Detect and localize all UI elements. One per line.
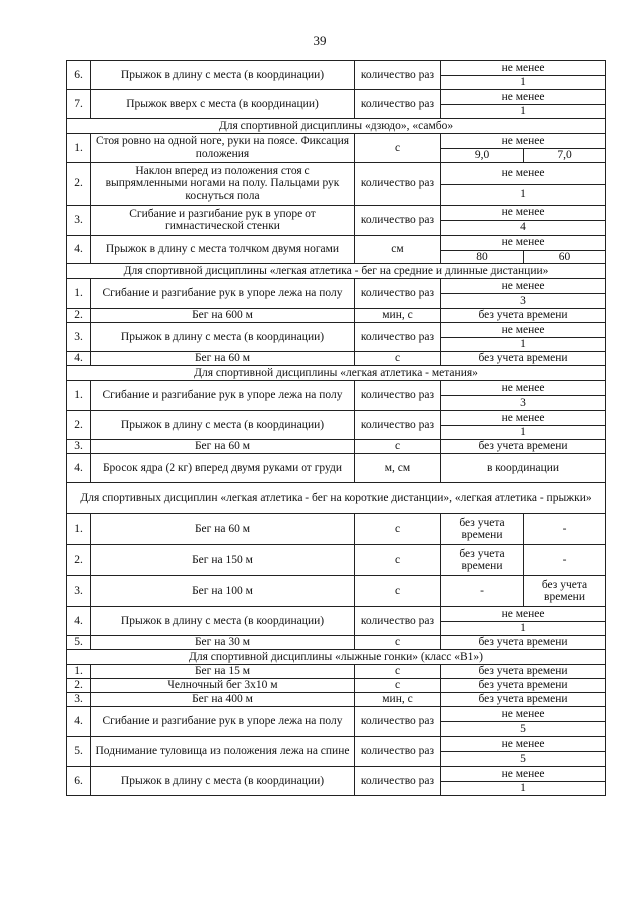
not-less-label: не менее: [441, 162, 606, 184]
no-time-value: без учета времени: [441, 514, 524, 545]
section-header-row: [67, 119, 606, 134]
row-number: 2.: [67, 411, 91, 440]
table-row: [67, 411, 606, 426]
row-number: 4.: [67, 352, 91, 366]
exercise-name: Бег на 600 м: [91, 309, 355, 323]
table-row: [67, 767, 606, 782]
exercise-name: Прыжок вверх с места (в координации): [91, 90, 355, 119]
row-number: 2.: [67, 162, 91, 205]
norm-value: 1: [441, 338, 606, 352]
norm-value: 1: [441, 76, 606, 90]
table-row: [67, 679, 606, 693]
unit: мин, с: [355, 693, 441, 707]
not-less-label: не менее: [441, 90, 606, 105]
exercise-name: Сгибание и разгибание рук в упоре лежа на полу: [91, 707, 355, 737]
table-row: [67, 707, 606, 722]
unit: количество раз: [355, 707, 441, 737]
unit: количество раз: [355, 279, 441, 309]
table-row: [67, 607, 606, 622]
no-time-value: без учета времени: [441, 440, 606, 454]
row-number: 1.: [67, 134, 91, 163]
exercise-name: Сгибание и разгибание рук в упоре от гимнастической стенки: [91, 205, 355, 235]
norm-value: 5: [441, 752, 606, 767]
no-time-value: без учета времени: [441, 693, 606, 707]
exercise-name: Бег на 15 м: [91, 665, 355, 679]
table-row: [67, 323, 606, 338]
exercise-name: Прыжок в длину с места (в координации): [91, 323, 355, 352]
coordination-value: в координации: [441, 454, 606, 483]
row-number: 3.: [67, 205, 91, 235]
exercise-name: Прыжок в длину с места (в координации): [91, 607, 355, 636]
table-row: [67, 454, 606, 483]
row-number: 2.: [67, 309, 91, 323]
exercise-name: Прыжок в длину с места (в координации): [91, 411, 355, 440]
unit: м, см: [355, 454, 441, 483]
unit: количество раз: [355, 737, 441, 767]
section-header-row: [67, 650, 606, 665]
norm-value: 3: [441, 294, 606, 309]
table-row: [67, 235, 606, 250]
unit: количество раз: [355, 607, 441, 636]
section-header: Для спортивной дисциплины «лыжные гонки» (класс «В1»): [67, 650, 606, 665]
section-header-row: [67, 483, 606, 514]
no-time-value: без учета времени: [441, 665, 606, 679]
row-number: 4.: [67, 607, 91, 636]
row-number: 2.: [67, 679, 91, 693]
section-header: Для спортивной дисциплины «легкая атлетика - метания»: [67, 366, 606, 381]
not-less-label: не менее: [441, 134, 606, 149]
dash-value: -: [524, 545, 606, 576]
unit: количество раз: [355, 205, 441, 235]
row-number: 5.: [67, 737, 91, 767]
section-header: Для спортивной дисциплины «легкая атлетика - бег на средние и длинные дистанции»: [67, 264, 606, 279]
unit: с: [355, 514, 441, 545]
table-row: [67, 279, 606, 294]
table-row: [67, 134, 606, 149]
no-time-value: без учета времени: [441, 636, 606, 650]
table-row: [67, 545, 606, 576]
row-number: 1.: [67, 665, 91, 679]
unit: количество раз: [355, 90, 441, 119]
row-number: 3.: [67, 693, 91, 707]
section-header: Для спортивных дисциплин «легкая атлетика - бег на короткие дистанции», «легкая атлетика - прыжки»: [67, 483, 606, 514]
exercise-name: Бег на 400 м: [91, 693, 355, 707]
not-less-label: не менее: [441, 279, 606, 294]
page-number: 39: [313, 33, 327, 48]
table-row: [67, 693, 606, 707]
row-number: 4.: [67, 454, 91, 483]
dash-value: -: [441, 576, 524, 607]
exercise-name: Стоя ровно на одной ноге, руки на поясе. Фиксация положения: [91, 134, 355, 163]
table-row: [67, 90, 606, 105]
not-less-label: не менее: [441, 61, 606, 76]
exercise-name: Бег на 150 м: [91, 545, 355, 576]
row-number: 3.: [67, 440, 91, 454]
unit: с: [355, 665, 441, 679]
exercise-name: Бег на 60 м: [91, 440, 355, 454]
exercise-name: Прыжок в длину с места толчком двумя ногами: [91, 235, 355, 264]
norm-value: 5: [441, 722, 606, 737]
norm-value: 1: [441, 782, 606, 796]
not-less-label: не менее: [441, 707, 606, 722]
unit: количество раз: [355, 61, 441, 90]
exercise-name: Сгибание и разгибание рук в упоре лежа на полу: [91, 381, 355, 411]
unit: с: [355, 440, 441, 454]
not-less-label: не менее: [441, 235, 606, 250]
no-time-value: без учета времени: [441, 679, 606, 693]
table-row: [67, 205, 606, 220]
row-number: 7.: [67, 90, 91, 119]
unit: с: [355, 352, 441, 366]
unit: количество раз: [355, 411, 441, 440]
table-row: [67, 309, 606, 323]
table-row: [67, 576, 606, 607]
row-number: 4.: [67, 707, 91, 737]
unit: мин, с: [355, 309, 441, 323]
exercise-name: Челночный бег 3х10 м: [91, 679, 355, 693]
table-row: [67, 61, 606, 76]
row-number: 2.: [67, 545, 91, 576]
no-time-value: без учета времени: [441, 309, 606, 323]
not-less-label: не менее: [441, 205, 606, 220]
not-less-label: не менее: [441, 737, 606, 752]
not-less-label: не менее: [441, 381, 606, 396]
table-row: [67, 162, 606, 184]
table-row: [67, 737, 606, 752]
table-row: [67, 514, 606, 545]
not-less-label: не менее: [441, 323, 606, 338]
norm-value: 3: [441, 396, 606, 411]
norm-value: 1: [441, 184, 606, 205]
row-number: 6.: [67, 767, 91, 796]
exercise-name: Бег на 30 м: [91, 636, 355, 650]
dash-value: -: [524, 514, 606, 545]
section-header: Для спортивной дисциплины «дзюдо», «самбо»: [67, 119, 606, 134]
row-number: 4.: [67, 235, 91, 264]
not-less-label: не менее: [441, 607, 606, 622]
row-number: 3.: [67, 576, 91, 607]
row-number: 5.: [67, 636, 91, 650]
unit: количество раз: [355, 323, 441, 352]
norms-table: [66, 60, 606, 796]
unit: см: [355, 235, 441, 264]
table-row: [67, 440, 606, 454]
norm-value-boys: 80: [441, 250, 524, 264]
not-less-label: не менее: [441, 411, 606, 426]
norm-value: 1: [441, 622, 606, 636]
unit: с: [355, 134, 441, 163]
exercise-name: Бег на 100 м: [91, 576, 355, 607]
norm-value-boys: 9,0: [441, 149, 524, 163]
unit: с: [355, 576, 441, 607]
exercise-name: Поднимание туловища из положения лежа на спине: [91, 737, 355, 767]
row-number: 1.: [67, 514, 91, 545]
no-time-value: без учета времени: [524, 576, 606, 607]
unit: с: [355, 679, 441, 693]
unit: количество раз: [355, 381, 441, 411]
exercise-name: Сгибание и разгибание рук в упоре лежа на полу: [91, 279, 355, 309]
unit: с: [355, 636, 441, 650]
table-row: [67, 381, 606, 396]
exercise-name: Бросок ядра (2 кг) вперед двумя руками от груди: [91, 454, 355, 483]
row-number: 1.: [67, 279, 91, 309]
norm-value-girls: 7,0: [524, 149, 606, 163]
section-header-row: [67, 366, 606, 381]
section-header-row: [67, 264, 606, 279]
table-row: [67, 636, 606, 650]
exercise-name: Бег на 60 м: [91, 514, 355, 545]
table-row: [67, 352, 606, 366]
norm-value-girls: 60: [524, 250, 606, 264]
row-number: 6.: [67, 61, 91, 90]
row-number: 3.: [67, 323, 91, 352]
exercise-name: Прыжок в длину с места (в координации): [91, 767, 355, 796]
norm-value: 1: [441, 105, 606, 119]
no-time-value: без учета времени: [441, 545, 524, 576]
unit: количество раз: [355, 767, 441, 796]
exercise-name: Прыжок в длину с места (в координации): [91, 61, 355, 90]
no-time-value: без учета времени: [441, 352, 606, 366]
unit: количество раз: [355, 162, 441, 205]
row-number: 1.: [67, 381, 91, 411]
exercise-name: Бег на 60 м: [91, 352, 355, 366]
table-row: [67, 665, 606, 679]
norm-value: 4: [441, 220, 606, 235]
norm-value: 1: [441, 426, 606, 440]
unit: с: [355, 545, 441, 576]
not-less-label: не менее: [441, 767, 606, 782]
exercise-name: Наклон вперед из положения стоя с выпрямленными ногами на полу. Пальцами рук коснуться пола: [91, 162, 355, 205]
